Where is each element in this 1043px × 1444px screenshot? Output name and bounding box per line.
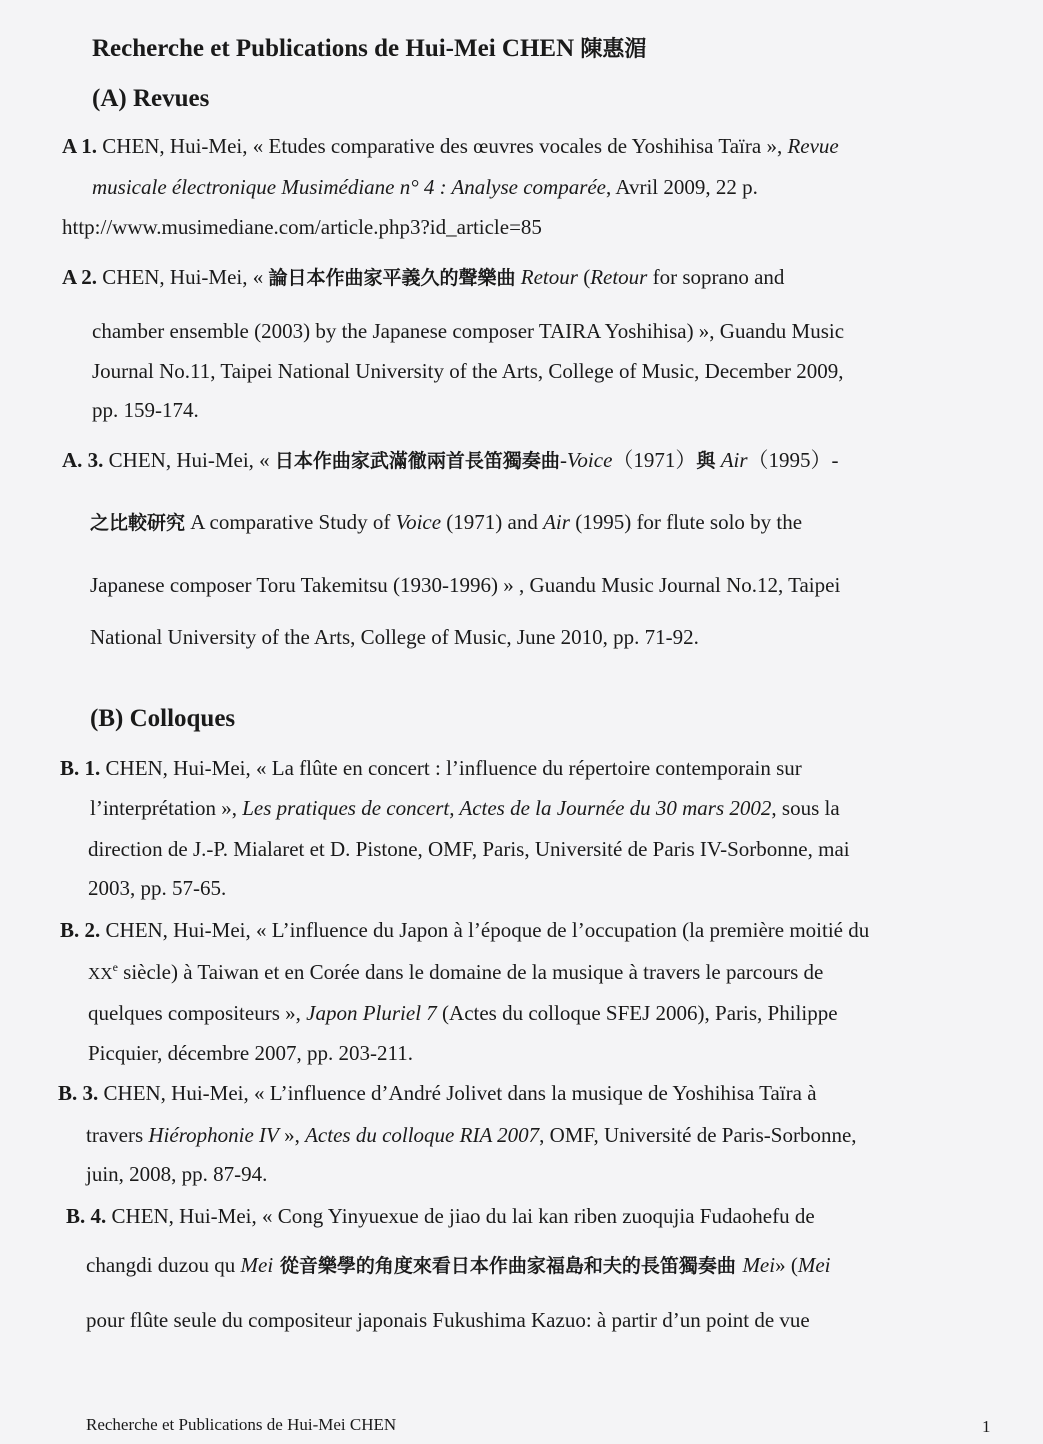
entry-b3-line2: travers Hiérophonie IV », Actes du colloque RIA 2007, OMF, Université de Paris-Sorbonne,	[86, 1123, 857, 1147]
entry-a1-line2: musicale électronique Musimédiane n° 4 : Analyse comparée, Avril 2009, 22 p.	[92, 175, 758, 199]
section-heading-revues: (A) Revues	[92, 85, 210, 112]
entry-a3-line4: National University of the Arts, College of Music, June 2010, pp. 71-92.	[90, 625, 699, 649]
entry-number: B. 3.	[58, 1081, 99, 1105]
entry-number: B. 1.	[60, 756, 101, 780]
entry-b4-line2: changdi duzou qu Mei 從音樂學的角度來看日本作曲家福島和夫的長笛獨奏曲 Mei» (Mei	[86, 1253, 831, 1277]
entry-b2-line1: B. 2. CHEN, Hui-Mei, « L’influence du Japon à l’époque de l’occupation (la première moitié du	[60, 918, 870, 942]
entry-b3-line3: juin, 2008, pp. 87-94.	[86, 1162, 268, 1186]
entry-b3-line1: B. 3. CHEN, Hui-Mei, « L’influence d’André Jolivet dans la musique de Yoshihisa Taïra à	[58, 1081, 817, 1105]
entry-number: A 1.	[62, 134, 98, 158]
entry-b2-line4: Picquier, décembre 2007, pp. 203-211.	[88, 1041, 413, 1065]
entry-b1-line1: B. 1. CHEN, Hui-Mei, « La flûte en concert : l’influence du répertoire contemporain sur	[60, 756, 802, 780]
entry-b4-line1: B. 4. CHEN, Hui-Mei, « Cong Yinyuexue de jiao du lai kan riben zuoqujia Fudaohefu de	[66, 1204, 815, 1228]
entry-a1-line1: A 1. CHEN, Hui-Mei, « Etudes comparative des œuvres vocales de Yoshihisa Taïra », Revue	[62, 134, 839, 158]
entry-number: A. 3.	[62, 448, 104, 472]
entry-number: A 2.	[62, 265, 98, 289]
entry-a2-line2: chamber ensemble (2003) by the Japanese composer TAIRA Yoshihisa) », Guandu Music	[92, 319, 845, 343]
entry-b4-line3: pour flûte seule du compositeur japonais Fukushima Kazuo: à partir d’un point de vue	[86, 1308, 810, 1332]
entry-a1-url: http://www.musimediane.com/article.php3?id_article=85	[62, 215, 542, 239]
entry-b1-line3: direction de J.-P. Mialaret et D. Pistone, OMF, Paris, Université de Paris IV-Sorbonne, mai	[88, 837, 850, 861]
entry-a3-line1: A. 3. CHEN, Hui-Mei, « 日本作曲家武滿徹兩首長笛獨奏曲-Voice（1971）與 Air（1995）-	[62, 448, 839, 472]
section-heading-colloques: (B) Colloques	[90, 705, 236, 732]
entry-a2-line1: A 2. CHEN, Hui-Mei, « 論日本作曲家平義久的聲樂曲 Retour (Retour for soprano and	[62, 265, 785, 289]
entry-b1-line4: 2003, pp. 57-65.	[88, 876, 227, 900]
entry-b2-line2: XXe siècle) à Taiwan et en Corée dans le domaine de la musique à travers le parcours de	[88, 960, 824, 984]
entry-b1-line2: l’interprétation », Les pratiques de concert, Actes de la Journée du 30 mars 2002, sous la	[90, 796, 840, 820]
entry-a3-line2: 之比較研究 A comparative Study of Voice (1971) and Air (1995) for flute solo by the	[90, 510, 803, 534]
entry-b2-line3: quelques compositeurs », Japon Pluriel 7 (Actes du colloque SFEJ 2006), Paris, Philippe	[88, 1001, 838, 1025]
entry-a3-line3: Japanese composer Toru Takemitsu (1930-1996) » , Guandu Music Journal No.12, Taipei	[90, 573, 841, 597]
entry-number: B. 4.	[66, 1204, 107, 1228]
entry-a2-line4: pp. 159-174.	[92, 398, 199, 422]
entry-number: B. 2.	[60, 918, 101, 942]
title-cjk-name: 陳惠湄	[580, 37, 647, 62]
footer-running-title: Recherche et Publications de Hui-Mei CHEN	[86, 1415, 397, 1434]
page-number: 1	[982, 1417, 991, 1436]
page-title: Recherche et Publications de Hui-Mei CHEN 陳惠湄	[92, 35, 647, 62]
entry-a2-line3: Journal No.11, Taipei National University of the Arts, College of Music, December 2009,	[92, 359, 844, 383]
